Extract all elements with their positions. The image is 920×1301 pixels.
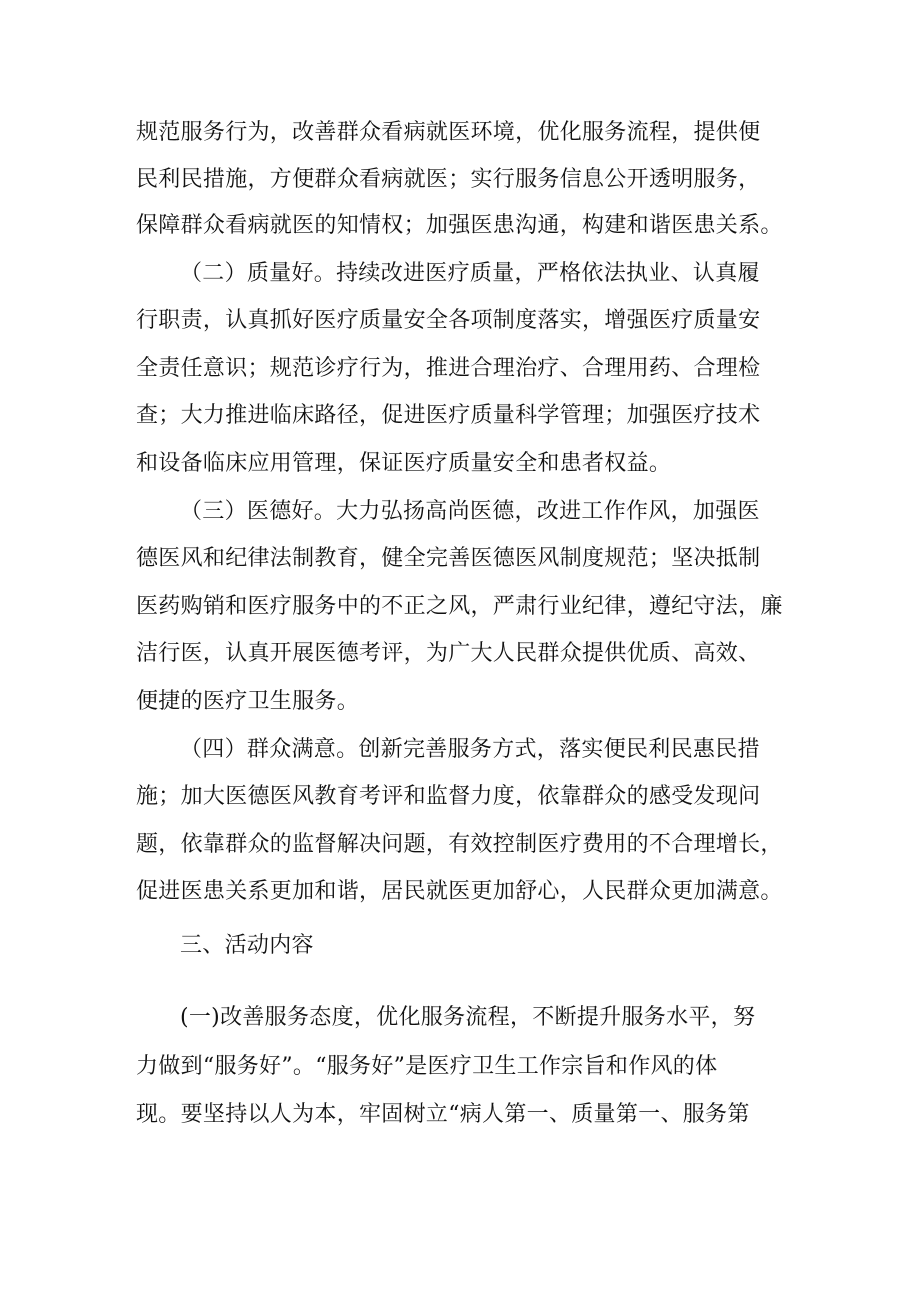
section-two-heading-line: （二）质量好。持续改进医疗质量，严格依法执业、认真履: [180, 261, 760, 286]
paragraph-line: 现。要坚持以人为本，牢固树立“病人第一、质量第一、服务第: [136, 1102, 750, 1127]
paragraph-line: 促进医患关系更加和谐，居民就医更加舒心，人民群众更加满意。: [136, 879, 783, 904]
paragraph-line: 保障群众看病就医的知情权；加强医患沟通，构建和谐医患关系。: [136, 213, 783, 238]
paragraph-line: 和设备临床应用管理，保证医疗质量安全和患者权益。: [136, 451, 672, 476]
paragraph-line: 医药购销和医疗服务中的不正之风，严肃行业纪律，遵纪守法，廉: [136, 594, 783, 619]
chapter-heading: 三、活动内容: [180, 933, 314, 958]
section-four-heading-line: （四）群众满意。创新完善服务方式，落实便民利民惠民措: [180, 737, 760, 762]
paragraph-line: 全责任意识；规范诊疗行为，推进合理治疗、合理用药、合理检: [136, 356, 761, 381]
activity-one-heading-line: (一)改善服务态度，优化服务流程，不断提升服务水平，努: [180, 1005, 756, 1030]
paragraph-line: 德医风和纪律法制教育，健全完善医德医风制度规范；坚决抵制: [136, 546, 761, 571]
paragraph-line: 施；加大医德医风教育考评和监督力度，依靠群众的感受发现问: [136, 784, 761, 809]
paragraph-line: 便捷的医疗卫生服务。: [136, 689, 360, 714]
paragraph-line: 查；大力推进临床路径，促进医疗质量科学管理；加强医疗技术: [136, 403, 761, 428]
paragraph-line: 行职责，认真抓好医疗质量安全各项制度落实，增强医疗质量安: [136, 308, 761, 333]
paragraph-line: 规范服务行为，改善群众看病就医环境，优化服务流程，提供便: [136, 120, 761, 145]
paragraph-line: 民利民措施，方便群众看病就医；实行服务信息公开透明服务，: [136, 167, 761, 192]
paragraph-line: 题，依靠群众的监督解决问题，有效控制医疗费用的不合理增长，: [136, 832, 783, 857]
paragraph-line: 洁行医，认真开展医德考评，为广大人民群众提供优质、高效、: [136, 641, 761, 666]
section-three-heading-line: （三）医德好。大力弘扬高尚医德，改进工作作风，加强医: [180, 499, 760, 524]
paragraph-line: 力做到“服务好”。“服务好”是医疗卫生工作宗旨和作风的体: [136, 1054, 718, 1079]
